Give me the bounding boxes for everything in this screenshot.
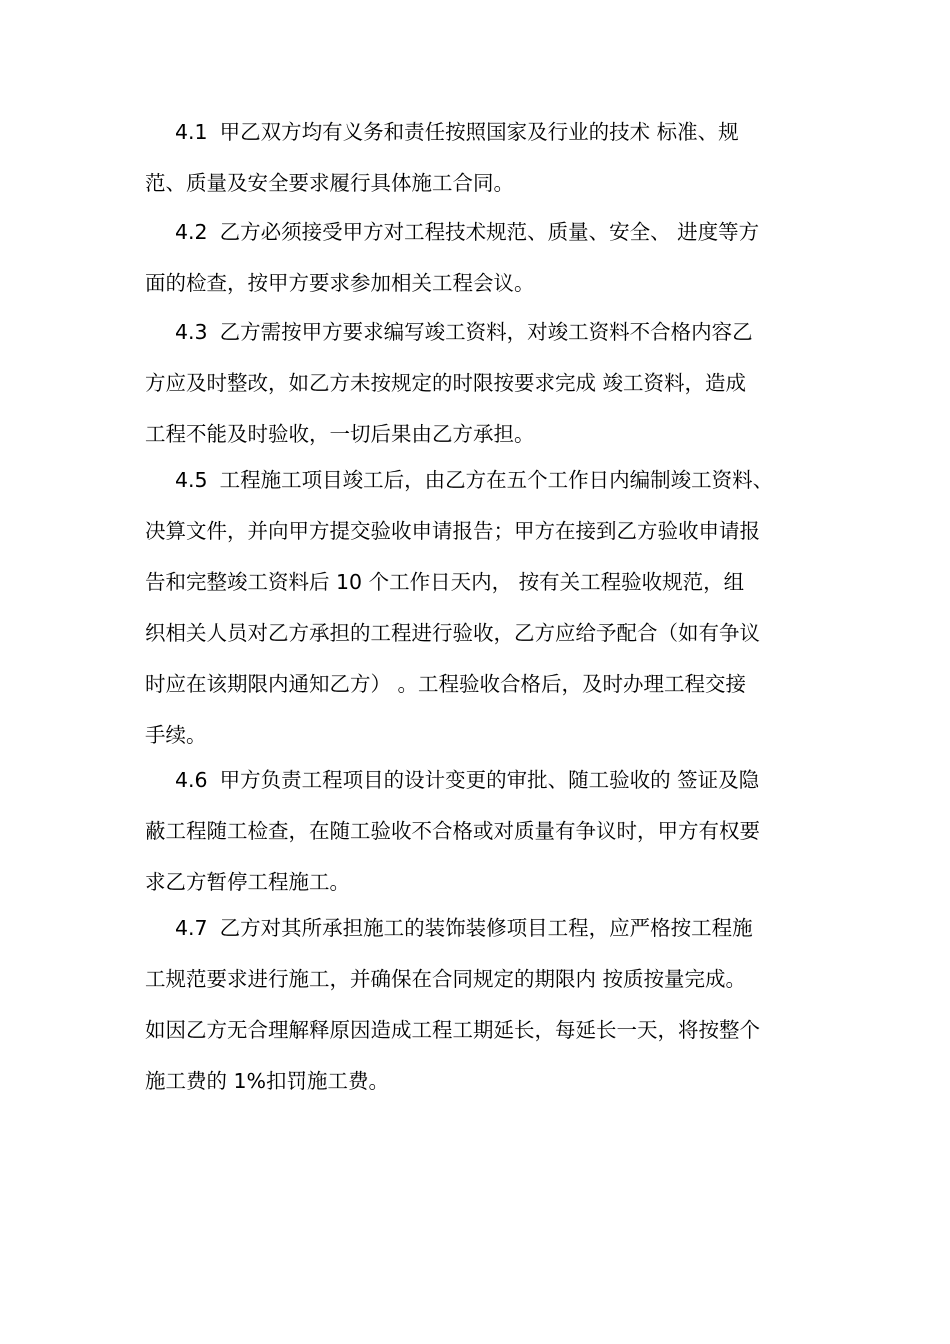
clause-number: 4.7 <box>175 916 208 940</box>
clause-line <box>145 903 815 954</box>
clause-line <box>145 755 815 806</box>
clause-4-6 <box>145 755 815 908</box>
clause-line <box>145 107 815 158</box>
clause-line: 蔽工程随工检查，在随工验收不合格或对质量有争议时，甲方有权要 <box>145 819 760 843</box>
clause-line: 面的检查，按甲方要求参加相关工程会议。 <box>145 271 535 295</box>
clause-text: 乙方需按甲方要求编写竣工资料，对竣工资料不合格内容乙 <box>219 320 753 344</box>
clause-line: 施工费的 1%扣罚施工费。 <box>145 1069 390 1093</box>
clause-line <box>145 455 815 506</box>
clause-text: 甲方负责工程项目的设计变更的审批、随工验收的 签证及隐 <box>219 768 760 792</box>
clause-line: 求乙方暂停工程施工。 <box>145 870 350 894</box>
clause-line: 告和完整竣工资料后 10 个工作日天内， 按有关工程验收规范，组 <box>145 570 745 594</box>
clause-line: 工规范要求进行施工，并确保在合同规定的期限内 按质按量完成。 <box>145 967 747 991</box>
clause-4-7 <box>145 903 815 1107</box>
clause-line: 工程不能及时验收，一切后果由乙方承担。 <box>145 422 535 446</box>
clause-number: 4.3 <box>175 320 208 344</box>
clause-number: 4.5 <box>175 468 208 492</box>
clause-line: 手续。 <box>145 723 207 747</box>
clause-number: 4.2 <box>175 220 208 244</box>
clause-number: 4.1 <box>175 120 208 144</box>
clause-line <box>145 307 815 358</box>
clause-line <box>145 207 815 258</box>
clause-line: 如因乙方无合理解释原因造成工程工期延长，每延长一天，将按整个 <box>145 1018 760 1042</box>
clause-line: 范、质量及安全要求履行具体施工合同。 <box>145 171 514 195</box>
clause-number: 4.6 <box>175 768 208 792</box>
clause-text: 乙方对其所承担施工的装饰装修项目工程，应严格按工程施 <box>219 916 753 940</box>
clause-text: 甲乙双方均有义务和责任按照国家及行业的技术 标准、规 <box>219 120 739 144</box>
clause-text: 工程施工项目竣工后，由乙方在五个工作日内编制竣工资料、 <box>219 468 774 492</box>
clause-4-1 <box>145 107 815 209</box>
clause-line: 时应在该期限内通知乙方） 。工程验收合格后，及时办理工程交接 <box>145 672 747 696</box>
clause-text: 乙方必须接受甲方对工程技术规范、质量、安全、 进度等方 <box>219 220 760 244</box>
clause-line: 决算文件，并向甲方提交验收申请报告；甲方在接到乙方验收申请报 <box>145 519 760 543</box>
clause-line: 织相关人员对乙方承担的工程进行验收，乙方应给予配合（如有争议 <box>145 621 760 645</box>
clause-4-5 <box>145 455 815 761</box>
clause-4-2 <box>145 207 815 309</box>
clause-line: 方应及时整改，如乙方未按规定的时限按要求完成 竣工资料，造成 <box>145 371 747 395</box>
clause-4-3 <box>145 307 815 460</box>
